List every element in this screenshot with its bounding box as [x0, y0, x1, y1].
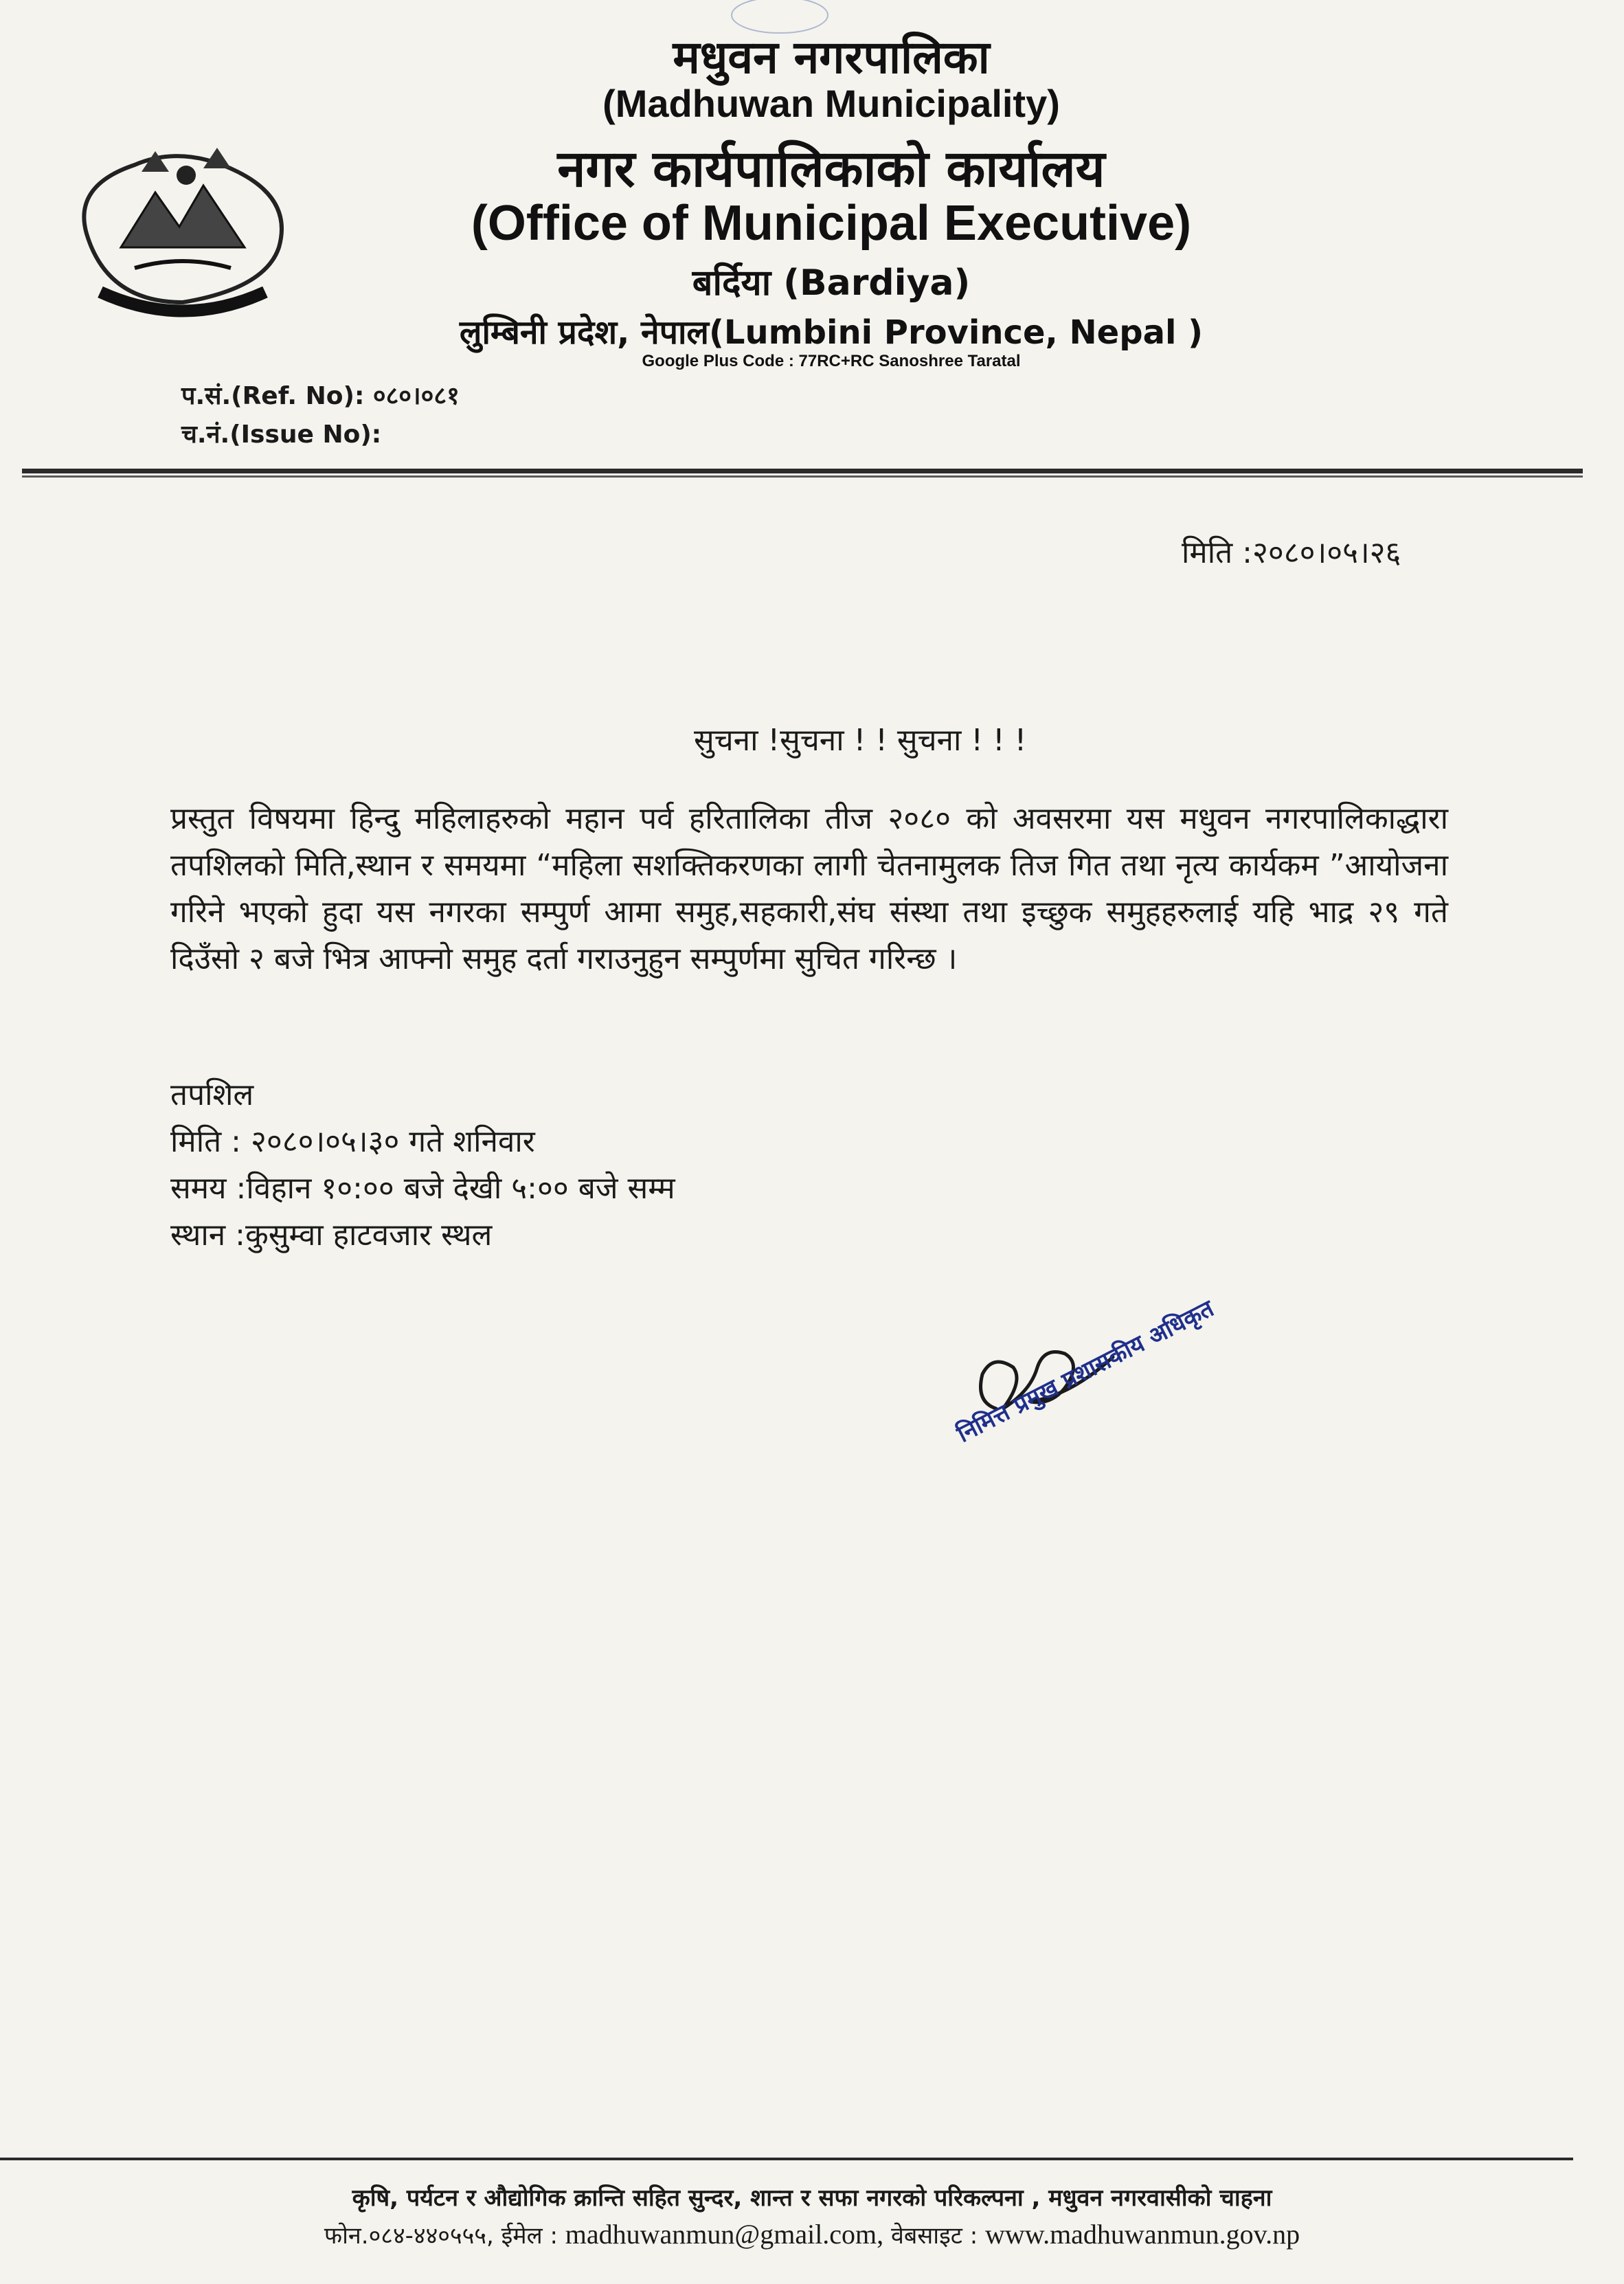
schedule-heading: तपशिल — [170, 1077, 254, 1112]
province-address: लुम्बिनी प्रदेश, नेपाल(Lumbini Province, Nepal ) — [459, 313, 1204, 352]
google-plus-code: Google Plus Code : 77RC+RC Sanoshree Taratal — [642, 352, 1021, 370]
district-name: बर्दिया (Bardiya) — [692, 262, 971, 304]
notice-title: सुचना !सुचना ! ! सुचना ! ! ! — [694, 723, 1027, 758]
phone-label: फोन.०८४-४४०५५५, ईमेल : — [324, 2222, 558, 2250]
municipality-name-english: (Madhuwan Municipality) — [602, 82, 1060, 125]
header-divider-thin — [22, 475, 1583, 478]
schedule-date: मिति : २०८०।०५।३० गते शनिवार — [170, 1124, 535, 1159]
notice-body: प्रस्तुत विषयमा हिन्दु महिलाहरुको महान पर्व हरितालिका तीज २०८० को अवसरमा यस मधुवन नगरपालिकाद्धारा तपशिलको मिति,स्थान र समयमा “महिला सशक्तिकरणका लागी चेतनामुलक तिज गित तथा नृत्य कार्यकम ”आयोजना गरिने भएको हुदा यस नगरका सम्पुर्ण आमा समुह,सहकारी,संघ संस्था तथा इच्छुक समुहहरुलाई यहि भाद्र २९ गते दिउँसो २ बजे भित्र आफ्नो समुह दर्ता गराउनुहुन सम्पुर्णमा सुचित गरिन्छ । — [170, 801, 1448, 976]
schedule-place: स्थान :कुसुम्वा हाटवजार स्थल — [170, 1218, 493, 1253]
website-link[interactable]: www.madhuwanmun.gov.np — [985, 2219, 1300, 2250]
footer-contact — [0, 2218, 1624, 2250]
municipality-name-nepali: मधुवन नगरपालिका — [673, 31, 990, 84]
header-divider — [22, 469, 1583, 473]
schedule-time: समय :विहान १०:०० बजे देखी ५:०० बजे सम्म — [170, 1171, 675, 1206]
letter-date: मिति :२०८०।०५।२६ — [1182, 535, 1401, 570]
footer-slogan: कृषि, पर्यटन र औद्योगिक क्रान्ति सहित सुन्दर, शान्त र सफा नगरको परिकल्पना , मधुवन नगरवासीको चाहना — [352, 2184, 1272, 2212]
email-link[interactable]: madhuwanmun@gmail.com, — [565, 2219, 884, 2250]
reference-number: प.सं.(Ref. No): ०८०।०८१ — [181, 382, 460, 410]
issue-number: च.नं.(Issue No): — [181, 421, 382, 449]
website-label: वेबसाइट : — [890, 2222, 978, 2250]
government-emblem — [59, 131, 306, 337]
footer-divider — [0, 2158, 1573, 2160]
schedule-details — [170, 1072, 675, 1259]
signatory-designation: निमित्त प्रमुख प्रशासकीय अधिकृत — [952, 1295, 1219, 1448]
office-name-english: (Office of Municipal Executive) — [471, 196, 1192, 251]
office-name-nepali: नगर कार्यपालिकाको कार्यालय — [557, 139, 1105, 199]
